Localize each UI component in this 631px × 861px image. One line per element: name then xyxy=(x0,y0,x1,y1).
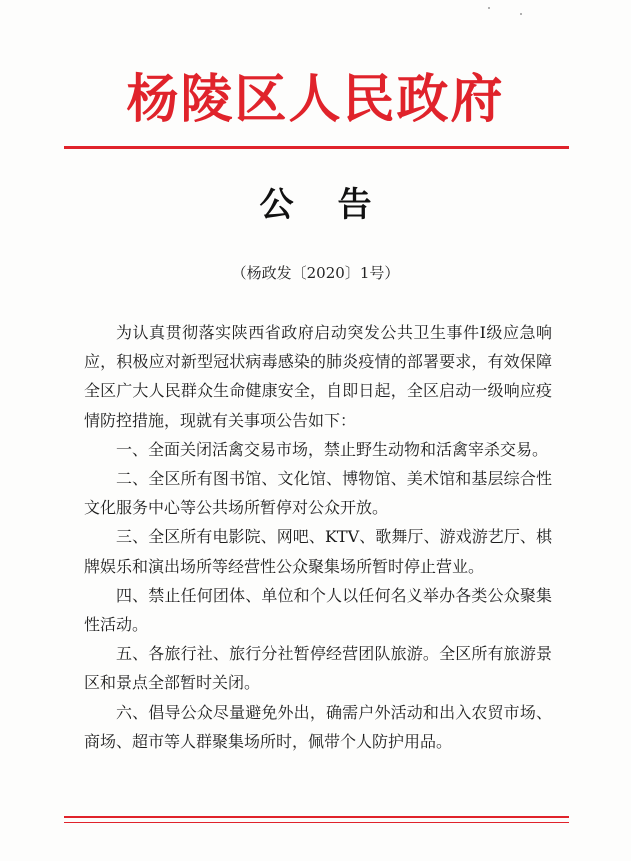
document-number: （杨政发〔2020〕1号） xyxy=(231,264,400,282)
footer-red-line-thick xyxy=(64,816,569,818)
body-paragraph-item-4: 四、禁止任何团体、单位和个人以任何名义举办各类公众聚集性活动。 xyxy=(84,585,552,635)
body-paragraph-item-6: 六、倡导公众尽量避免外出，确需户外活动和出入农贸市场、商场、超市等人群聚集场所时，佩带个人防护用品。 xyxy=(84,702,552,751)
scan-speck xyxy=(520,13,522,15)
body-paragraph-item-5: 五、各旅行社、旅行分社暂停经营团队旅游。全区所有旅游景区和景点全部暂时关闭。 xyxy=(84,644,552,693)
body-paragraph-item-3: 三、全区所有电影院、网吧、KTV、歌舞厅、游戏游艺厅、棋牌娱乐和演出场所等经营性公众聚集场所暂时停止营业。 xyxy=(84,527,552,576)
red-separator-line xyxy=(64,146,569,149)
footer-red-line-thin xyxy=(64,822,569,823)
title-char-1: 公 xyxy=(259,185,294,225)
document-title xyxy=(0,183,631,227)
body-paragraph-intro: 为认真贯彻落实陕西省政府启动突发公共卫生事件Ⅰ级应急响应，积极应对新型冠状病毒感染的肺炎疫情的部署要求，有效保障全区广大人民群众生命健康安全，自即日起，全区启动一级响应疫情防控措施，现就有关事项公告如下： xyxy=(84,323,552,430)
body-paragraph-item-1: 一、全面关闭活禽交易市场，禁止野生动物和活禽宰杀交易。 xyxy=(116,439,549,459)
title-char-2: 告 xyxy=(337,185,372,225)
scan-speck xyxy=(488,7,490,9)
body-paragraph-item-2: 二、全区所有图书馆、文化馆、博物馆、美术馆和基层综合性文化服务中心等公共场所暂停对公众开放。 xyxy=(84,469,552,518)
document-body xyxy=(84,318,552,756)
issuing-organization-header: 杨陵区人民政府 xyxy=(126,70,505,130)
